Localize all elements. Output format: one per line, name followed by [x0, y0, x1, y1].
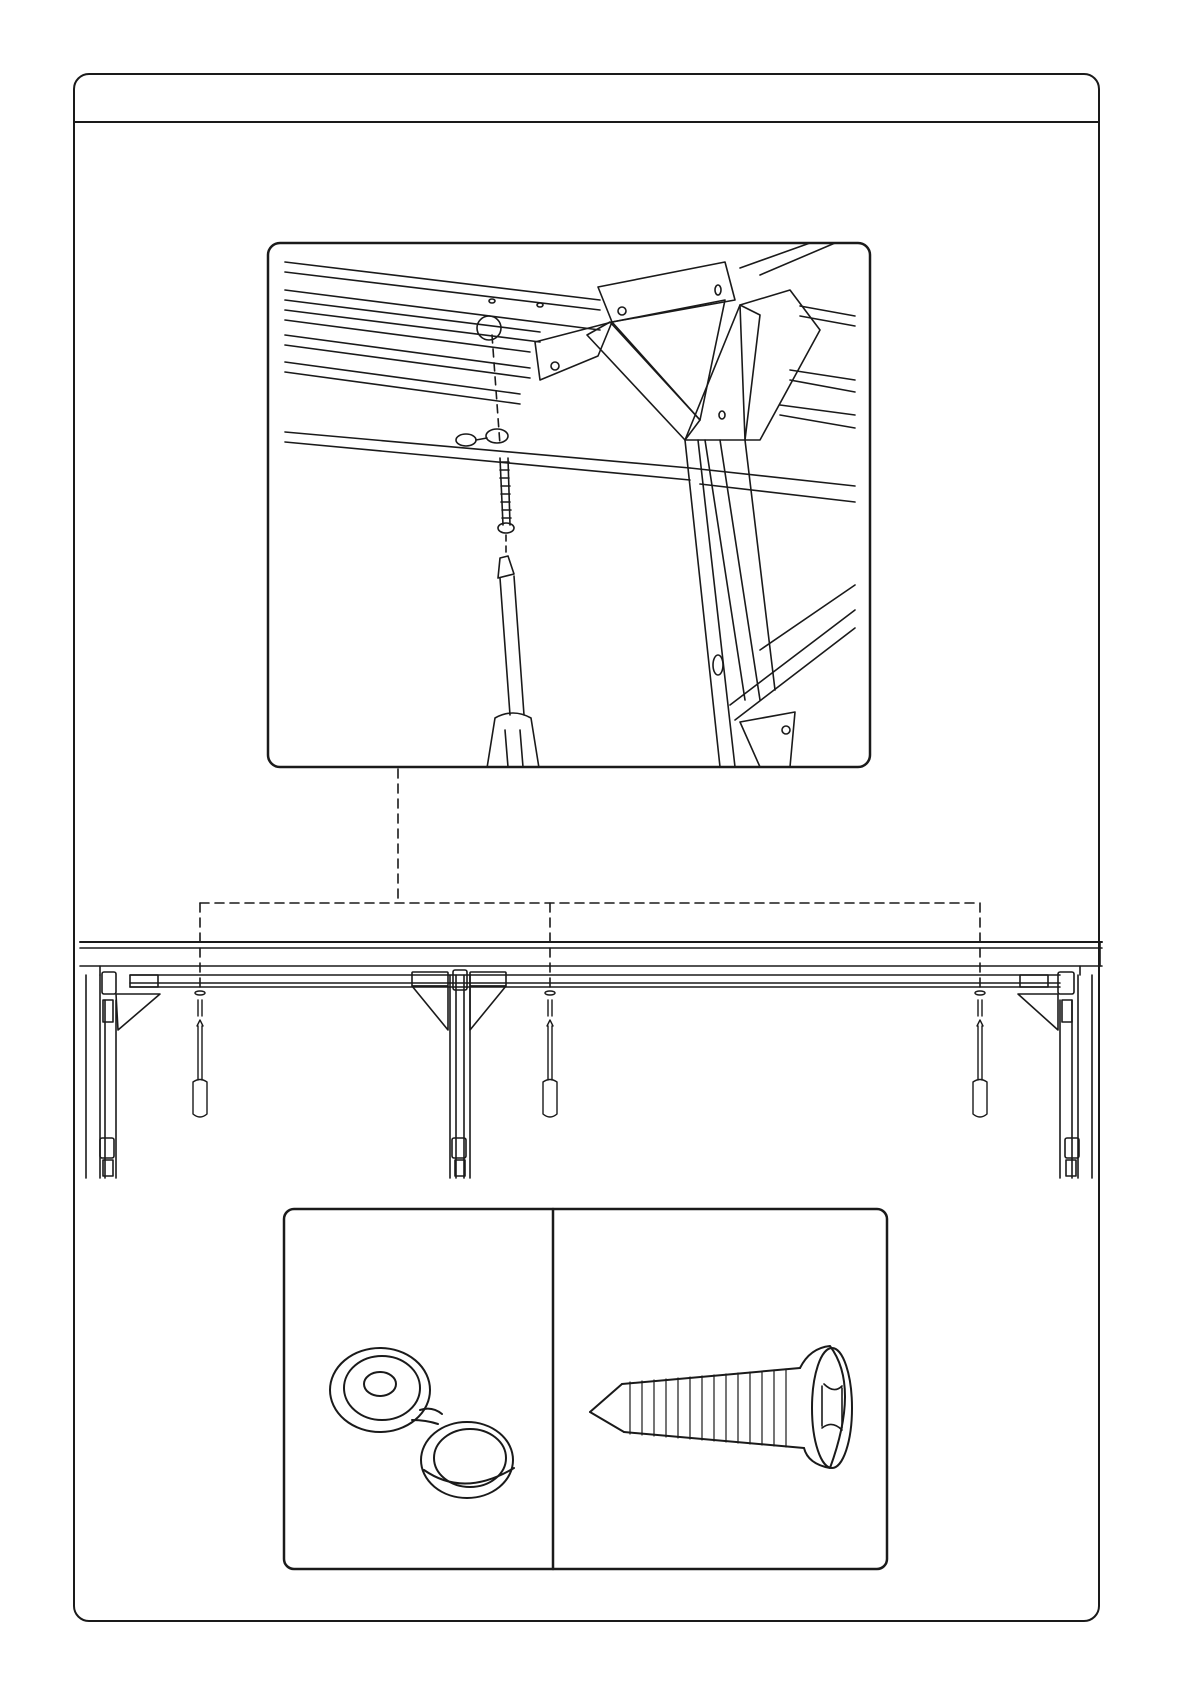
- detail-inset: [268, 243, 870, 768]
- callout-leaders: [200, 769, 980, 990]
- cover-cap-icon: [330, 1348, 514, 1498]
- overview-beam: [80, 942, 1102, 1178]
- screw-icon: [590, 1346, 852, 1468]
- parts-box: [284, 1209, 887, 1569]
- screwdriver-icons: [193, 991, 987, 1117]
